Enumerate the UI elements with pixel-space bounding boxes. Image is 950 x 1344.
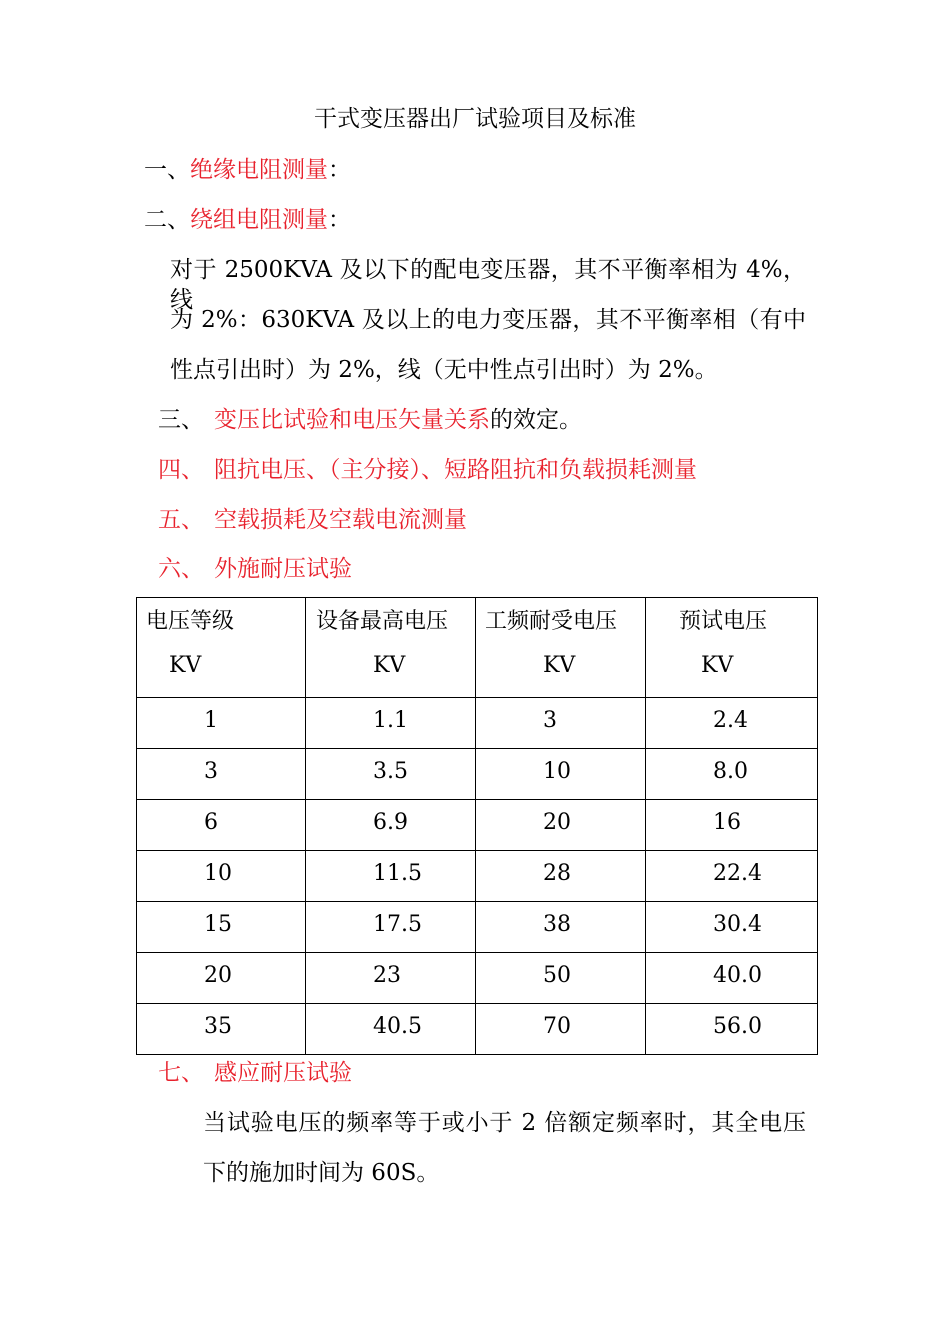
table-cell: 50 <box>476 953 646 1004</box>
table-row <box>137 800 818 851</box>
paragraph-1-line-2: 为 2%：630KVA 及以上的电力变压器，其不平衡率相（有中 <box>170 307 806 333</box>
item-5-text: 空载损耗及空载电流测量 <box>214 507 467 533</box>
paragraph-2-line-1: 当试验电压的频率等于或小于 2 倍额定频率时，其全电压 <box>203 1110 806 1136</box>
item-1 <box>144 155 351 185</box>
table-header-cell <box>476 598 646 698</box>
table-header-row <box>137 598 818 698</box>
table-cell: 17.5 <box>306 902 476 953</box>
item-1-number: 一、 <box>144 157 190 183</box>
item-7-number: 七、 <box>158 1060 204 1086</box>
paragraph-1-line-3: 性点引出时）为 2%，线（无中性点引出时）为 2%。 <box>170 357 718 383</box>
item-2-number: 二、 <box>144 207 190 233</box>
table-cell: 40.5 <box>306 1004 476 1055</box>
table-cell: 3.5 <box>306 749 476 800</box>
item-4-text: 阻抗电压、（主分接）、短路阻抗和负载损耗测量 <box>214 457 697 483</box>
item-3-text: 变压比试验和电压矢量关系 <box>214 407 490 433</box>
table-cell: 20 <box>476 800 646 851</box>
table-cell: 28 <box>476 851 646 902</box>
item-1-suffix: ： <box>328 157 351 183</box>
header-voltage-level-unit: KV <box>169 653 202 678</box>
item-1-text: 绝缘电阻测量 <box>190 157 328 183</box>
table-cell: 8.0 <box>646 749 818 800</box>
paragraph-2-line-2: 下的施加时间为 60S。 <box>203 1160 440 1186</box>
item-2-suffix: ： <box>328 207 351 233</box>
item-6-text: 外施耐压试验 <box>214 556 352 582</box>
item-7 <box>158 1058 352 1088</box>
table-cell: 10 <box>137 851 306 902</box>
table-cell: 20 <box>137 953 306 1004</box>
table-cell: 3 <box>137 749 306 800</box>
header-power-frequency-withstand: 工频耐受电压 <box>485 609 618 634</box>
table-cell: 1 <box>137 698 306 749</box>
item-3-suffix: 的效定。 <box>490 407 582 433</box>
table-cell: 30.4 <box>646 902 818 953</box>
table-cell: 6.9 <box>306 800 476 851</box>
item-5 <box>158 505 467 535</box>
table-cell: 16 <box>646 800 818 851</box>
table-row <box>137 749 818 800</box>
table-cell: 1.1 <box>306 698 476 749</box>
item-2 <box>144 205 351 235</box>
header-pretest-voltage-unit: KV <box>701 653 734 678</box>
header-power-frequency-withstand-unit: KV <box>543 653 576 678</box>
item-6 <box>158 554 352 584</box>
table-cell: 38 <box>476 902 646 953</box>
table-cell: 10 <box>476 749 646 800</box>
table-row <box>137 851 818 902</box>
table-row <box>137 953 818 1004</box>
table-row <box>137 698 818 749</box>
table-header-cell <box>137 598 306 698</box>
header-max-equipment-voltage-unit: KV <box>373 653 406 678</box>
header-max-equipment-voltage: 设备最高电压 <box>316 609 449 634</box>
table-cell: 11.5 <box>306 851 476 902</box>
table-cell: 35 <box>137 1004 306 1055</box>
paragraph-1-line-1: 对于 2500KVA 及以下的配电变压器，其不平衡率相为 4%，线 <box>170 257 806 313</box>
item-3 <box>158 405 582 435</box>
item-4 <box>158 455 697 485</box>
table-header-cell <box>646 598 818 698</box>
item-3-number: 三、 <box>158 407 204 433</box>
table-cell: 70 <box>476 1004 646 1055</box>
table-cell: 56.0 <box>646 1004 818 1055</box>
table-cell: 3 <box>476 698 646 749</box>
table-row <box>137 1004 818 1055</box>
page-title: 干式变压器出厂试验项目及标准 <box>314 106 636 132</box>
item-4-number: 四、 <box>158 457 204 483</box>
table-row <box>137 902 818 953</box>
table-cell: 40.0 <box>646 953 818 1004</box>
table-cell: 23 <box>306 953 476 1004</box>
item-5-number: 五、 <box>158 507 204 533</box>
item-2-text: 绕组电阻测量 <box>190 207 328 233</box>
item-6-number: 六、 <box>158 556 204 582</box>
table-cell: 2.4 <box>646 698 818 749</box>
header-pretest-voltage: 预试电压 <box>679 609 768 634</box>
table-cell: 6 <box>137 800 306 851</box>
item-7-text: 感应耐压试验 <box>214 1060 352 1086</box>
voltage-test-table <box>136 597 818 1055</box>
table-cell: 22.4 <box>646 851 818 902</box>
table-cell: 15 <box>137 902 306 953</box>
table-header-cell <box>306 598 476 698</box>
header-voltage-level: 电压等级 <box>146 609 235 634</box>
